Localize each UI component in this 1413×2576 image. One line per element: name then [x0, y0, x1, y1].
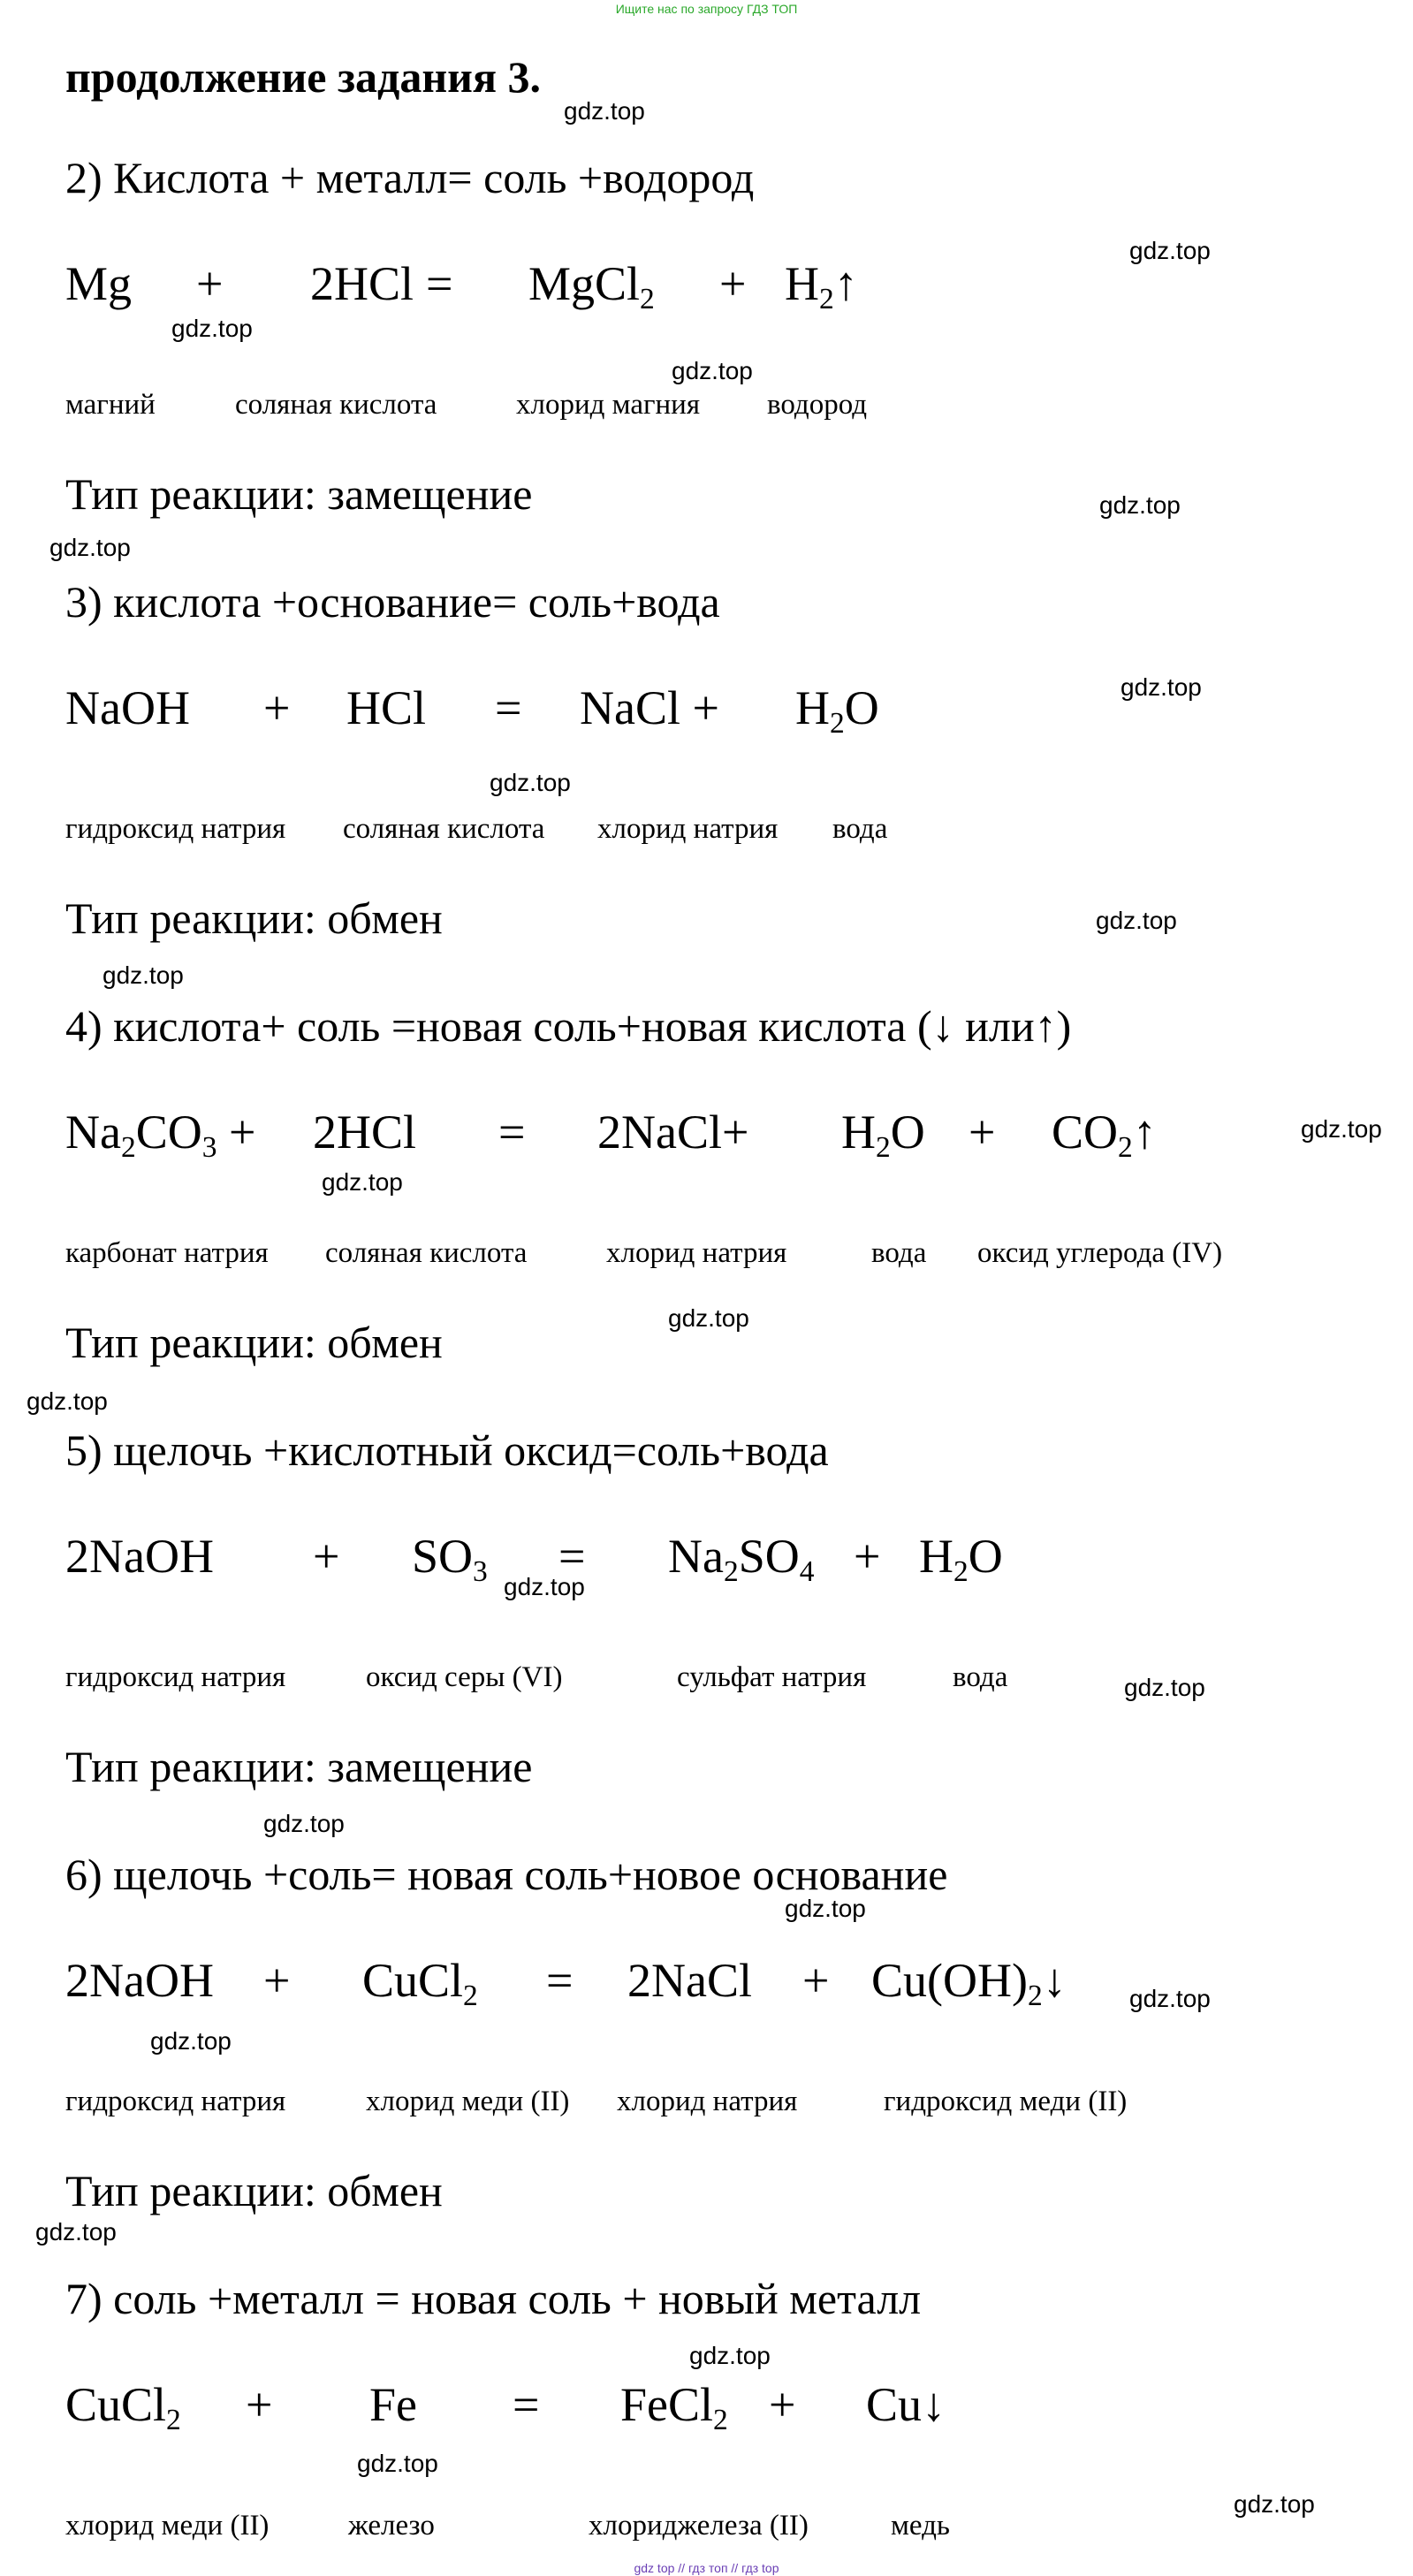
section3-label4: вода	[832, 813, 888, 845]
section4-label3: хлорид натрия	[606, 1237, 787, 1269]
section6-label2: хлорид меди (II)	[366, 2086, 570, 2117]
page-title: продолжение задания 3.	[65, 52, 542, 102]
watermark: gdz.top	[49, 534, 131, 561]
watermark: gdz.top	[1129, 237, 1211, 264]
section2-term1: Mg	[65, 257, 133, 310]
section4-label5: оксид углерода (IV)	[977, 1237, 1223, 1269]
section4-label2: соляная кислота	[325, 1237, 528, 1269]
section5-term2: $SO_3$	[412, 1530, 488, 1589]
watermark: gdz.top	[35, 2218, 117, 2245]
section2-term2: 2HCl	[310, 257, 414, 310]
watermark: gdz.top	[171, 315, 253, 342]
section2-plus2: +	[719, 257, 747, 310]
watermark: gdz.top	[564, 97, 645, 125]
section3-reaction-type: Тип реакции: обмен	[65, 893, 443, 943]
watermark: gdz.top	[668, 1304, 749, 1332]
section7-plus2: +	[769, 2378, 796, 2431]
watermark: gdz.top	[103, 961, 184, 989]
section4-plus2: +	[969, 1106, 996, 1159]
section3-heading: 3) кислота +основание= соль+вода	[65, 577, 720, 627]
watermark: gdz.top	[27, 1387, 108, 1415]
section6-term2: CuCl$_2$	[362, 1954, 478, 2013]
section3-term3: NaCl +	[580, 681, 719, 734]
section2-term3: MgCl$_2$	[528, 257, 655, 316]
section4-reaction-type: Тип реакции: обмен	[65, 1318, 443, 1367]
section7-term4: Cu↓	[866, 2378, 946, 2431]
section2-term4: $H_2↑$	[785, 257, 858, 316]
section4-term2: 2HCl	[313, 1106, 417, 1159]
section7-equals: =	[513, 2378, 540, 2431]
watermark: gdz.top	[1099, 491, 1181, 519]
section6-term1: 2NaOH	[65, 1954, 214, 2007]
watermark: gdz.top	[785, 1895, 866, 1922]
section3-label2: соляная кислота	[343, 813, 545, 845]
section7-label3: хлориджелеза (II)	[589, 2510, 809, 2542]
section5-term1: 2NaOH	[65, 1530, 214, 1583]
section7-label1: хлорид меди (II)	[65, 2510, 270, 2542]
section4-equals: =	[498, 1106, 526, 1159]
section6-term4: $Cu(OH)_2↓$	[871, 1954, 1067, 2013]
section7-heading: 7) соль +металл = новая соль + новый металл	[65, 2274, 922, 2323]
watermark: gdz.top	[1129, 1985, 1211, 2012]
watermark: gdz.top	[150, 2027, 232, 2055]
section4-label4: вода	[871, 1237, 927, 1269]
section5-equals: =	[558, 1530, 586, 1583]
watermark: gdz.top	[263, 1810, 345, 1837]
watermark: gdz.top	[322, 1168, 403, 1196]
section4-term3: 2NaCl+	[597, 1106, 749, 1159]
section6-plus2: +	[802, 1954, 830, 2007]
section4-term1: $Na_2CO_3$ +	[65, 1106, 256, 1165]
section6-heading: 6) щелочь +соль= новая соль+новое основание	[65, 1850, 948, 1899]
section6-reaction-type: Тип реакции: обмен	[65, 2166, 443, 2215]
watermark: gdz.top	[490, 769, 571, 796]
section7-label2: железо	[348, 2510, 435, 2542]
section5-label3: сульфат натрия	[677, 1661, 867, 1693]
watermark: gdz.top	[672, 357, 753, 384]
section2-reaction-type: Тип реакции: замещение	[65, 469, 533, 519]
section5-heading: 5) щелочь +кислотный оксид=соль+вода	[65, 1425, 829, 1475]
section2-heading: 2) Кислота + металл= соль +водород	[65, 153, 755, 202]
section7-term1: CuCl$_2$	[65, 2378, 181, 2437]
section4-term4: $H_2O$	[841, 1106, 925, 1165]
section3-term1: NaOH	[65, 681, 190, 734]
section3-term4: $H_2O$	[795, 681, 879, 741]
top-notice: Ищите нас по запросу ГДЗ ТОП	[615, 2, 798, 16]
watermark: gdz.top	[1301, 1115, 1382, 1143]
watermark: gdz.top	[1096, 907, 1177, 934]
section6-equals: =	[546, 1954, 574, 2007]
watermark: gdz.top	[1124, 1674, 1205, 1701]
section2-plus1: +	[196, 257, 224, 310]
section5-plus1: +	[313, 1530, 340, 1583]
section5-term3: $Na_2SO_4$	[668, 1530, 815, 1589]
section5-term4: $H_2O$	[919, 1530, 1003, 1589]
section2-equals: =	[426, 257, 453, 310]
section5-label2: оксид серы (VI)	[366, 1661, 563, 1693]
section2-label3: хлорид магния	[516, 389, 701, 421]
section6-label4: гидроксид меди (II)	[884, 2086, 1128, 2117]
section3-plus1: +	[263, 681, 291, 734]
section2-label4: водород	[767, 389, 868, 421]
watermark: gdz.top	[689, 2342, 771, 2369]
watermark: gdz.top	[1121, 673, 1202, 701]
section4-heading: 4) кислота+ соль =новая соль+новая кислота (↓ или↑)	[65, 1001, 1072, 1051]
section3-equals: =	[495, 681, 522, 734]
section3-label1: гидроксид натрия	[65, 813, 286, 845]
section3-label3: хлорид натрия	[597, 813, 779, 845]
section2-label1: магний	[65, 389, 156, 421]
section7-plus1: +	[246, 2378, 273, 2431]
watermark: gdz.top	[504, 1573, 585, 1600]
section3-term2: HCl	[346, 681, 427, 734]
section6-term3: 2NaCl	[627, 1954, 752, 2007]
watermark: gdz.top	[1234, 2490, 1315, 2518]
section6-label1: гидроксид натрия	[65, 2086, 286, 2117]
bottom-notice: gdz top // гдз топ // гдз top	[634, 2561, 779, 2575]
section5-label1: гидроксид натрия	[65, 1661, 286, 1693]
section5-label4: вода	[953, 1661, 1008, 1693]
section5-plus2: +	[854, 1530, 881, 1583]
section7-term2: Fe	[369, 2378, 417, 2431]
section6-plus1: +	[263, 1954, 291, 2007]
section2-label2: соляная кислота	[235, 389, 437, 421]
section4-term5: $CO_2↑$	[1052, 1106, 1157, 1165]
section7-label4: медь	[891, 2510, 950, 2542]
watermark: gdz.top	[357, 2450, 438, 2477]
section5-reaction-type: Тип реакции: замещение	[65, 1742, 533, 1791]
section6-label3: хлорид натрия	[617, 2086, 798, 2117]
section4-label1: карбонат натрия	[65, 1237, 269, 1269]
section7-term3: FeCl$_2$	[620, 2378, 728, 2437]
